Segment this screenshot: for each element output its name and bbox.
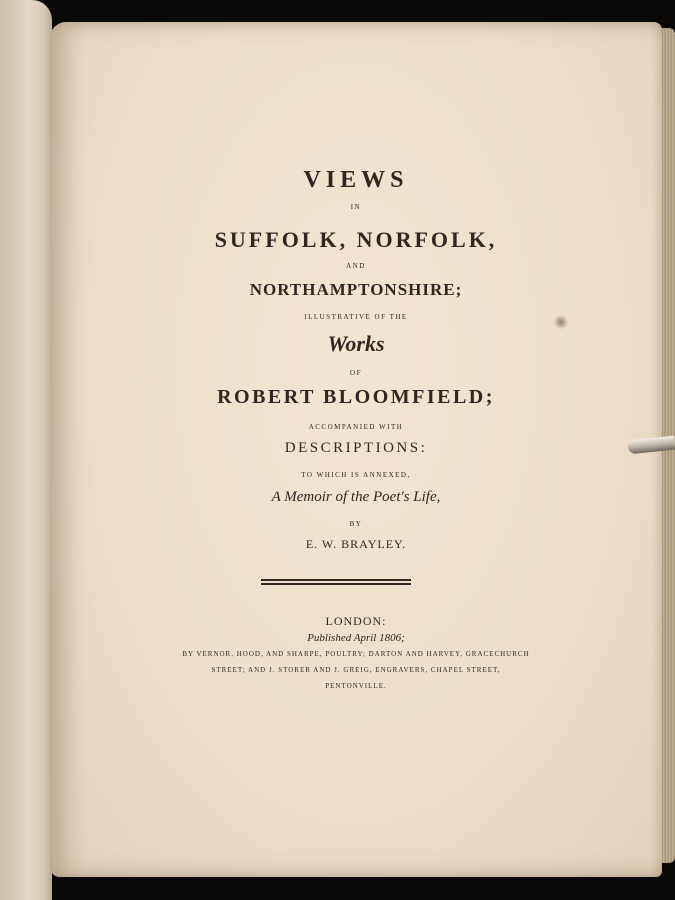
imprint-place: LONDON: bbox=[325, 614, 387, 628]
title-illustrative: ILLUSTRATIVE OF THE bbox=[304, 313, 408, 321]
title-accompanied: ACCOMPANIED WITH bbox=[308, 423, 404, 431]
imprint-date: Published April 1806; bbox=[307, 632, 405, 644]
title-by: BY bbox=[349, 520, 363, 528]
imprint-line-2: STREET; AND J. STORER AND J. GREIG, ENGRAVERS, CHAPEL STREET, bbox=[211, 666, 501, 674]
facing-page-edge bbox=[0, 0, 52, 900]
title-annexed: TO WHICH IS ANNEXED, bbox=[301, 471, 411, 479]
imprint-line-3: PENTONVILLE. bbox=[325, 682, 387, 690]
title-views: VIEWS bbox=[303, 167, 409, 193]
title-works: Works bbox=[327, 331, 385, 356]
title-in: IN bbox=[350, 203, 362, 211]
title-memoir: A Memoir of the Poet's Life, bbox=[271, 489, 441, 505]
title-counties: SUFFOLK, NORFOLK, bbox=[214, 227, 498, 252]
title-and: AND bbox=[346, 262, 366, 270]
title-of: OF bbox=[350, 369, 362, 377]
title-poet-name: ROBERT BLOOMFIELD; bbox=[217, 386, 495, 408]
title-author: E. W. BRAYLEY. bbox=[305, 537, 407, 551]
paper-stain bbox=[553, 315, 569, 329]
double-rule-divider bbox=[261, 579, 411, 581]
title-page bbox=[50, 22, 662, 877]
title-northamptonshire: NORTHAMPTONSHIRE; bbox=[249, 280, 463, 299]
imprint-line-1: BY VERNOR, HOOD, AND SHARPE, POULTRY; DARTON AND HARVEY, GRACECHURCH bbox=[182, 650, 530, 658]
title-descriptions: DESCRIPTIONS: bbox=[284, 440, 428, 456]
